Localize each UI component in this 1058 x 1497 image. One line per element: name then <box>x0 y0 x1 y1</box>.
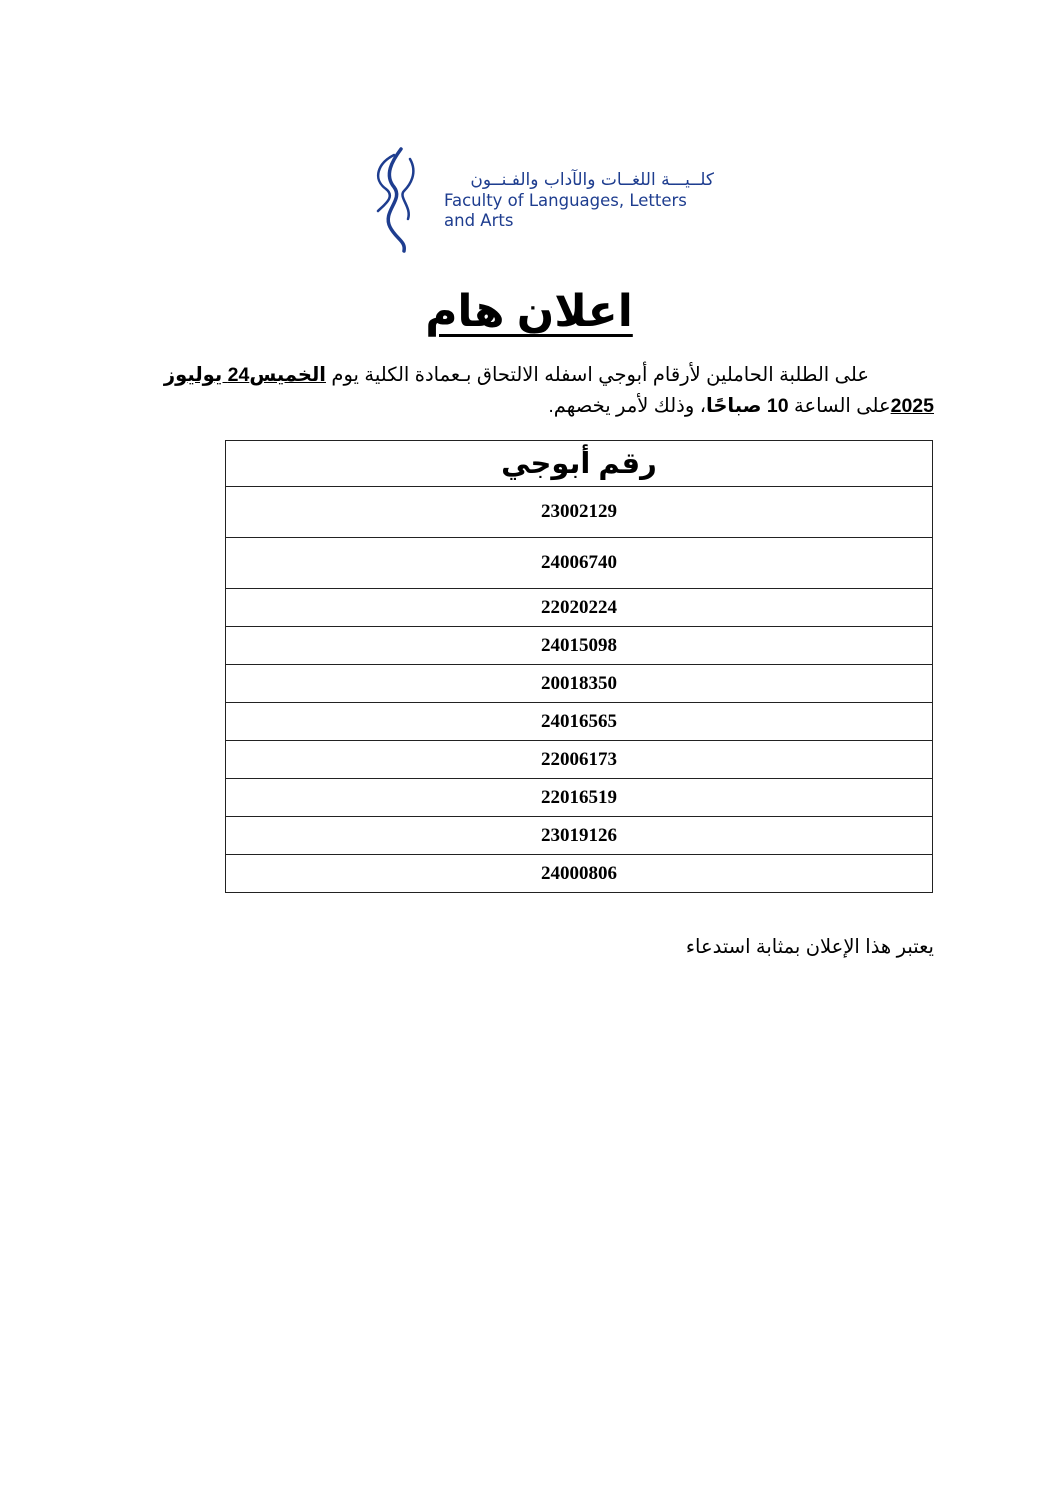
logo-arabic-name: كلــيـــة اللغــات والآداب والفـنــون <box>470 170 714 190</box>
notice-year: 2025 <box>890 395 934 417</box>
table-row <box>226 817 933 855</box>
notice-closing: ، وذلك لأمر يخصهم. <box>548 395 706 417</box>
notice-intro: على الطلبة الحاملين لأرقام أبوجي اسفله الالتحاق بـعمادة الكلية يوم <box>331 364 869 386</box>
apogee-number-cell: 23002129 <box>226 487 933 538</box>
apogee-number-cell: 24000806 <box>226 855 933 893</box>
table-row <box>226 855 933 893</box>
notice-line-2 <box>186 391 934 422</box>
notice-day: الخميس <box>249 364 326 386</box>
notice-date: 24 يوليوز <box>163 364 250 386</box>
notice-paragraph <box>163 360 934 422</box>
table-header-apogee: رقم أبوجي <box>226 441 933 487</box>
apogee-number-cell: 20018350 <box>226 665 933 703</box>
apogee-number-cell: 22016519 <box>226 779 933 817</box>
table-row <box>226 487 933 538</box>
page-title-text: اعلان هام <box>425 287 633 336</box>
table-row <box>226 741 933 779</box>
faculty-emblem-icon <box>370 145 430 255</box>
apogee-number-cell: 22020224 <box>226 589 933 627</box>
logo-english-name-line2: and Arts <box>444 211 514 230</box>
table-row <box>226 779 933 817</box>
table-row <box>226 665 933 703</box>
notice-line-1 <box>163 360 934 391</box>
apogee-numbers-table <box>225 440 933 893</box>
apogee-number-cell: 23019126 <box>226 817 933 855</box>
table-row <box>226 703 933 741</box>
table-row <box>226 589 933 627</box>
table-header-row <box>226 441 933 487</box>
apogee-number-cell: 22006173 <box>226 741 933 779</box>
apogee-number-cell: 24006740 <box>226 538 933 589</box>
table-row <box>226 538 933 589</box>
logo-text <box>444 169 714 231</box>
apogee-number-cell: 24015098 <box>226 627 933 665</box>
logo-english-name-line1: Faculty of Languages, Letters <box>444 191 687 210</box>
footer-note: يعتبر هذا الإعلان بمثابة استدعاء <box>685 936 934 958</box>
apogee-number-cell: 24016565 <box>226 703 933 741</box>
page-title <box>0 286 1058 337</box>
notice-text-1 <box>249 360 934 391</box>
notice-hour: 10 صباحًا <box>706 395 789 417</box>
table-row <box>226 627 933 665</box>
notice-time-intro: على الساعة <box>794 395 891 417</box>
faculty-logo <box>370 145 730 255</box>
